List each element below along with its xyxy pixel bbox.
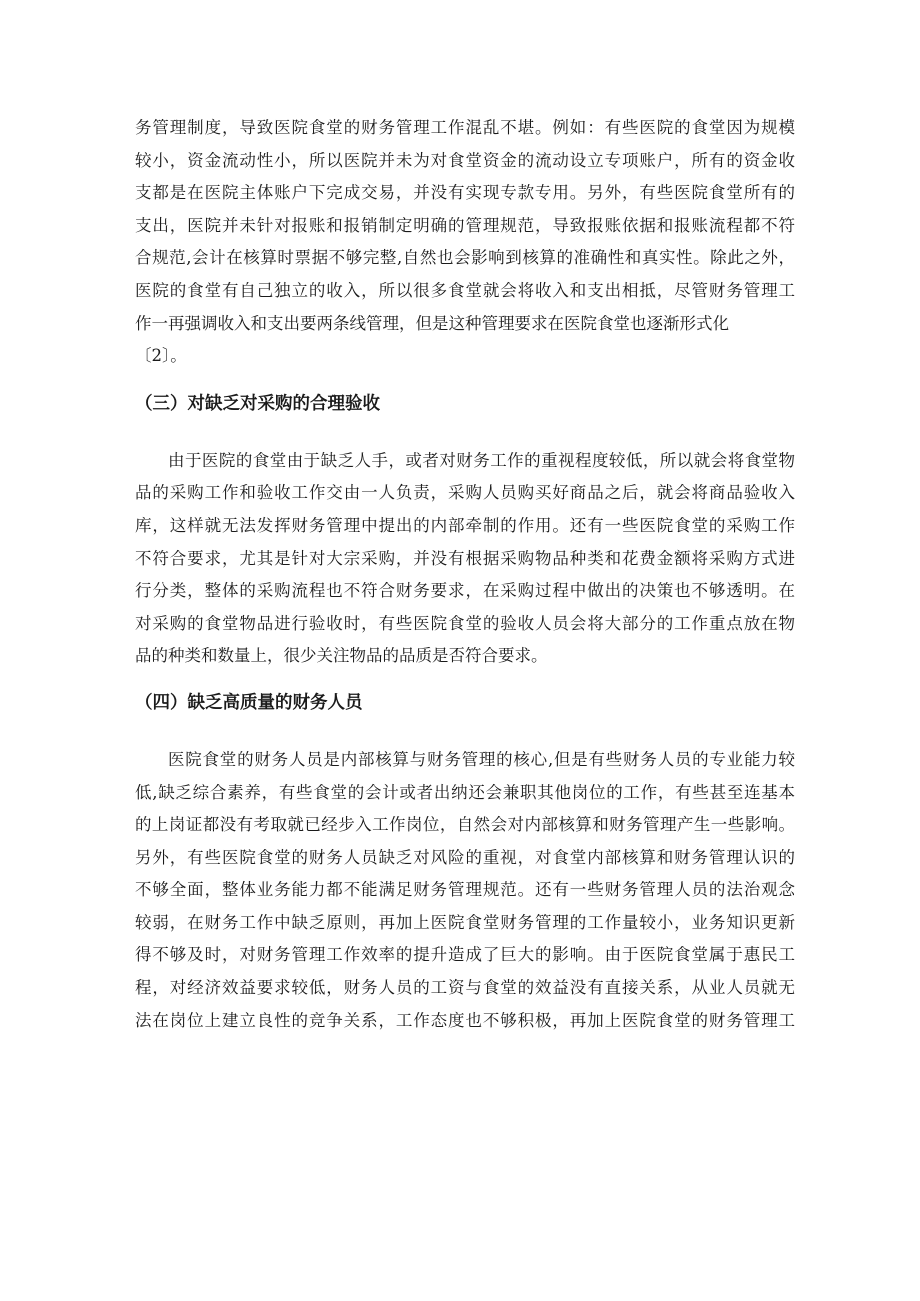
citation-line: 〔2〕。	[135, 346, 187, 366]
text-line: 的上岗证都没有考取就已经步入工作岗位，自然会对内部核算和财务管理产生一些影响。	[135, 815, 795, 835]
text-line: 较小，资金流动性小，所以医院并未为对食堂资金的流动设立专项账户，所有的资金收	[135, 150, 795, 170]
body-paragraph-1	[135, 112, 795, 373]
text-line: 不符合要求，尤其是针对大宗采购，并没有根据采购物品种类和花费金额将采购方式进	[135, 548, 795, 568]
text-line: 不够全面，整体业务能力都不能满足财务管理规范。还有一些财务管理人员的法治观念	[135, 880, 795, 900]
body-paragraph-3	[135, 744, 795, 1037]
text-line: 另外，有些医院食堂的财务人员缺乏对风险的重视，对食堂内部核算和财务管理认识的	[135, 847, 795, 867]
text-line: 合规范,会计在核算时票据不够完整,自然也会影响到核算的准确性和真实性。除此之外，	[135, 248, 795, 268]
text-line: 支出，医院并未针对报账和报销制定明确的管理规范，导致报账依据和报账流程都不符	[135, 215, 795, 235]
text-line: 由于医院的食堂由于缺乏人手，或者对财务工作的重视程度较低，所以就会将食堂物	[168, 450, 795, 470]
text-line: 法在岗位上建立良性的竞争关系，工作态度也不够积极，再加上医院食堂的财务管理工	[135, 1010, 795, 1030]
text-line: 作一再强调收入和支出要两条线管理，但是这种管理要求在医院食堂也逐渐形式化	[135, 313, 729, 333]
text-line: 库，这样就无法发挥财务管理中提出的内部牵制的作用。还有一些医院食堂的采购工作	[135, 515, 795, 535]
text-line: 得不够及时，对财务管理工作效率的提升造成了巨大的影响。由于医院食堂属于惠民工	[135, 945, 795, 965]
text-line: 品的采购工作和验收工作交由一人负责，采购人员购买好商品之后，就会将商品验收入	[135, 483, 795, 503]
body-paragraph-2	[135, 445, 795, 673]
text-line: 对采购的食堂物品进行验收时，有些医院食堂的验收人员会将大部分的工作重点放在物	[135, 613, 795, 633]
document-page	[135, 112, 795, 1037]
text-line: 品的种类和数量上，很少关注物品的品质是否符合要求。	[135, 646, 548, 666]
text-line: 务管理制度，导致医院食堂的财务管理工作混乱不堪。例如：有些医院的食堂因为规模	[135, 118, 795, 137]
text-line: 较弱，在财务工作中缺乏原则，再加上医院食堂财务管理的工作量较小，业务知识更新	[135, 912, 795, 932]
text-line: 程，对经济效益要求较低，财务人员的工资与食堂的效益没有直接关系，从业人员就无	[135, 978, 795, 998]
section-heading-4: （四）缺乏高质量的财务人员	[135, 692, 363, 713]
text-line: 行分类，整体的采购流程也不符合财务要求，在采购过程中做出的决策也不够透明。在	[135, 581, 795, 601]
text-line: 支都是在医院主体账户下完成交易，并没有实现专款专用。另外，有些医院食堂所有的	[135, 183, 795, 203]
text-line: 医院食堂的财务人员是内部核算与财务管理的核心,但是有些财务人员的专业能力较	[168, 749, 795, 769]
section-heading-3: （三）对缺乏对采购的合理验收	[135, 393, 380, 414]
text-line: 低,缺乏综合素养，有些食堂的会计或者出纳还会兼职其他岗位的工作，有些甚至连基本	[135, 782, 795, 802]
text-line: 医院的食堂有自己独立的收入，所以很多食堂就会将收入和支出相抵，尽管财务管理工	[135, 280, 795, 300]
